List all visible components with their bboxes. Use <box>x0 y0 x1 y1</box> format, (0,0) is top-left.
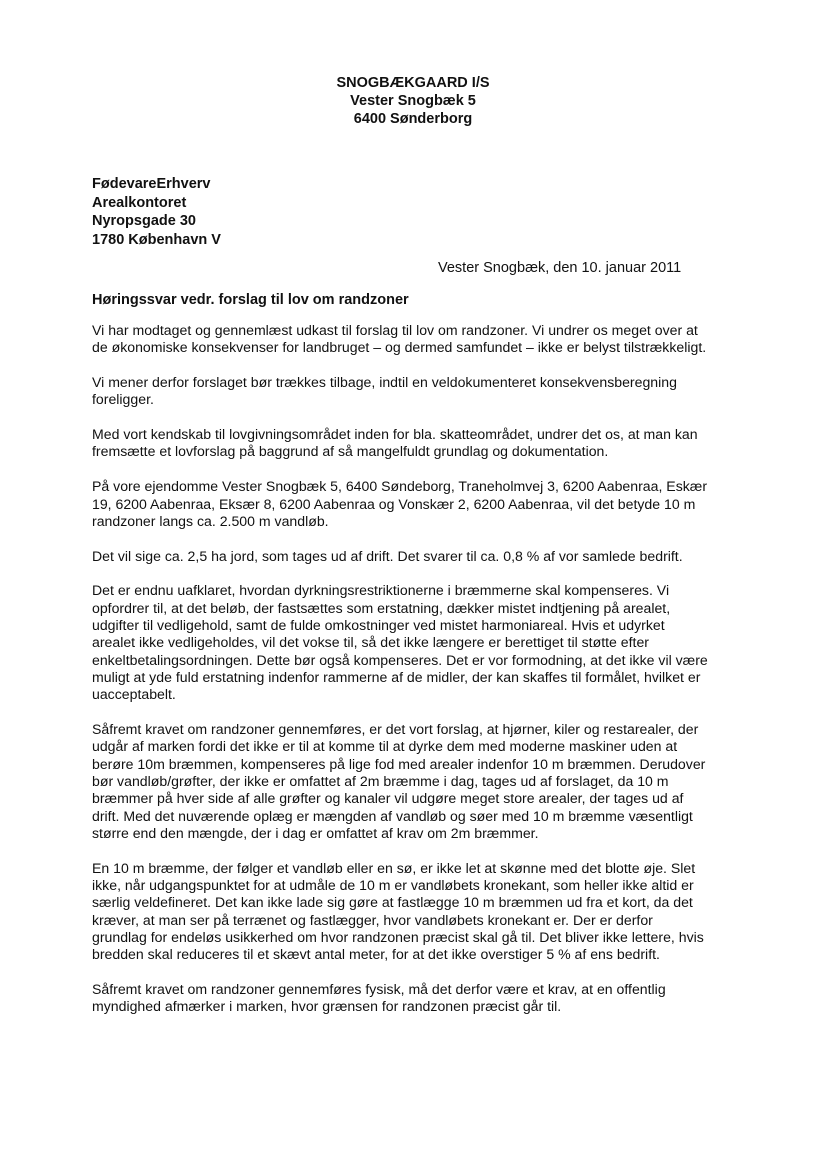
paragraph-line: 19, 6200 Aabenraa, Eksær 8, 6200 Aabenraa og Vonskær 2, 6200 Aabenraa, vil det betyde 10 m <box>92 495 696 512</box>
paragraph-line: opfordrer til, at det beløb, der fastsættes som erstatning, dækker mistet indtjening på arealet, <box>92 599 671 616</box>
paragraph-line: arealet ikke vedligeholdes, vil det vokse til, så det ikke længere er berettiget til støtte efter <box>92 634 649 651</box>
paragraph-line: fremsætte et lovforslag på baggrund af så mangelfuldt grundlag og dokumentation. <box>92 443 609 460</box>
sender-city: 6400 Sønderborg <box>353 111 473 127</box>
paragraph-line: bredden skal reduceres til et skævt antal meter, for at det ikke overstiger 5 % af ens bedrift. <box>92 946 660 963</box>
paragraph-line: Det er endnu uafklaret, hvordan dyrkningsrestriktionerne i bræmmerne skal kompenseres. Vi <box>92 582 670 599</box>
body-paragraph <box>92 981 724 1016</box>
body-paragraph <box>92 548 724 565</box>
paragraph-line: ikke, når udgangspunktet for at udmåle de 10 m er vandløbets kronekant, som heller ikke altid er <box>92 876 694 893</box>
paragraph-line: udgifter til vedligehold, samt de fulde omkostninger ved mistet harmoniareal. Hvis et udyrket <box>92 617 665 634</box>
paragraph-line: På vore ejendomme Vester Snogbæk 5, 6400 Søndeborg, Traneholmvej 3, 6200 Aabenraa, Eskær <box>92 478 708 495</box>
paragraph-line: enkeltbetalingsordningen. Dette bør også kompenseres. Det er vor formodning, at det ikke vil være <box>92 651 708 668</box>
paragraph-line: større end den mængde, der i dag er omfattet af krav om 2m bræmmer. <box>92 824 539 841</box>
paragraph-line: Såfremt kravet om randzoner gennemføres, er det vort forslag, at hjørner, kiler og restarealer, der <box>92 721 699 738</box>
recipient-address-block <box>92 175 221 249</box>
paragraph-line: Vi har modtaget og gennemlæst udkast til forslag til lov om randzoner. Vi undrer os meget over at <box>92 322 698 338</box>
paragraph-line: grundlag for endeløs usikkerhed om hvor randzonen præcist skal gå til. Det bliver ikke lettere, hvis <box>92 928 704 945</box>
subject-heading: Høringssvar vedr. forslag til lov om randzoner <box>92 292 409 308</box>
paragraph-line: En 10 m bræmme, der følger et vandløb eller en sø, er ikke let at skønne med det blotte øje. Slet <box>92 859 696 876</box>
paragraph-line: uacceptabelt. <box>92 686 176 703</box>
body-paragraph <box>92 582 724 703</box>
letter-body <box>92 322 724 1033</box>
body-paragraph <box>92 721 724 842</box>
recipient-org: FødevareErhverv <box>92 176 211 192</box>
body-paragraph <box>92 426 724 461</box>
paragraph-line: Det vil sige ca. 2,5 ha jord, som tages ud af drift. Det svarer til ca. 0,8 % af vor samlede bedrift. <box>92 547 683 564</box>
paragraph-line: randzoner langs ca. 2.500 m vandløb. <box>92 512 329 529</box>
paragraph-line: særlig veldefineret. Det kan ikke lade sig gøre at fastlægge 10 m bræmmen ud fra et kort, da det <box>92 894 693 911</box>
paragraph-line: Vi mener derfor forslaget bør trækkes tilbage, indtil en veldokumenteret konsekvensberegning <box>92 374 677 391</box>
body-paragraph <box>92 478 724 530</box>
paragraph-line: foreligger. <box>92 391 154 408</box>
recipient-street: Nyropsgade 30 <box>92 213 196 229</box>
paragraph-line: myndighed afmærker i marken, hvor grænsen for randzonen præcist går til. <box>92 998 562 1015</box>
paragraph-line: berøre 10m bræmmen, kompenseres på lige fod med arealer indenfor 10 m bræmmen. Derudover <box>92 755 706 772</box>
sender-address-block <box>0 74 826 128</box>
body-paragraph <box>92 322 724 357</box>
date-line: Vester Snogbæk, den 10. januar 2011 <box>438 260 682 276</box>
paragraph-line: kræver, at man ser på terrænet og fastlægger, hvor vandløbets kronekant er. Der er derfor <box>92 911 653 928</box>
paragraph-line: Såfremt kravet om randzoner gennemføres fysisk, må det derfor være et krav, at en offentlig <box>92 980 666 997</box>
paragraph-line: udgår af marken fordi det ikke er til at komme til at dyrke dem med moderne maskiner uden at <box>92 738 678 755</box>
paragraph-line: de økonomiske konsekvenser for landbruget – og dermed samfundet – ikke er belyst tilstrækkeligt. <box>92 339 707 356</box>
body-paragraph <box>92 860 724 964</box>
paragraph-line: bør vandløb/grøfter, der ikke er omfattet af 2m bræmme i dag, tages ud af forslaget, da 10 m <box>92 772 669 789</box>
paragraph-line: bræmmer på hver side af alle grøfter og kanaler vil udgøre meget store arealer, der tages ud af <box>92 790 684 807</box>
recipient-city: 1780 København V <box>92 231 221 248</box>
body-paragraph <box>92 374 724 409</box>
paragraph-line: Med vort kendskab til lovgivningsområdet inden for bla. skatteområdet, undrer det os, at man kan <box>92 426 698 443</box>
sender-street: Vester Snogbæk 5 <box>350 93 476 109</box>
recipient-dept: Arealkontoret <box>92 194 187 211</box>
sender-name: SNOGBÆKGAARD I/S <box>336 75 490 91</box>
paragraph-line: muligt at yde fuld erstatning indenfor rammerne af de midler, der kan skaffes til formålet, hvilket er <box>92 668 701 685</box>
paragraph-line: drift. Med det nuværende oplæg er mængden af vandløb og søer med 10 m bræmme væsentligt <box>92 807 693 824</box>
